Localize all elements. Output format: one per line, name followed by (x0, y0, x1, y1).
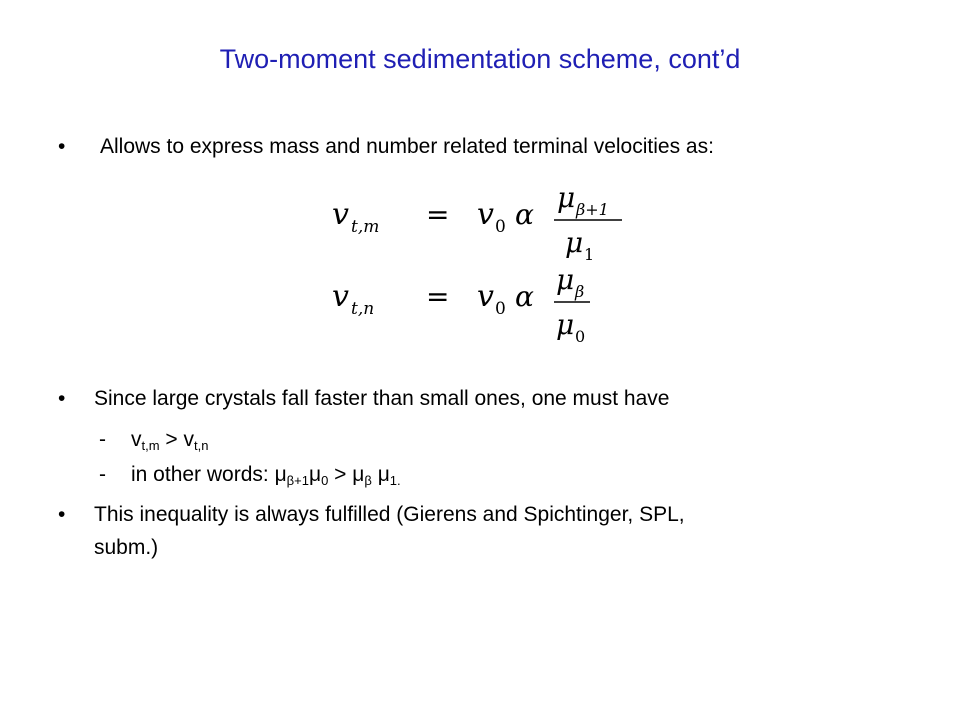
eq2-equals: = (426, 280, 450, 313)
eq2-v0-sub: 0 (495, 299, 506, 319)
eq1-v0: v (477, 197, 494, 232)
eq1-numerator: μ (557, 181, 576, 214)
slide-title: Two-moment sedimentation scheme, cont’d (219, 44, 741, 74)
eq1-v0-sub: 0 (495, 217, 506, 237)
bullet-marker: • (58, 135, 66, 158)
vtm-var: v (131, 428, 142, 451)
eq1-lhs-var: v (332, 197, 349, 232)
mu-1: μ (371, 463, 390, 486)
inequality-bullet-cont (94, 536, 158, 560)
equation-number-velocity (332, 263, 590, 346)
eq1-denominator: μ (565, 226, 584, 259)
equation-canvas (320, 180, 640, 360)
eq1-equals: = (426, 198, 450, 231)
dash-marker: - (99, 463, 106, 486)
eq1-denominator-sub: 1 (584, 245, 595, 264)
gt-vtn: > v (159, 428, 194, 451)
eq2-v0: v (477, 279, 494, 314)
eq2-numerator: μ (556, 263, 575, 296)
bullet-marker: • (58, 503, 66, 526)
eq1-lhs-sub: t,m (351, 217, 380, 237)
prefix-text: in other words: μ (131, 463, 287, 486)
mu-0: μ (308, 463, 322, 486)
dash-marker: - (99, 428, 106, 451)
equation-mass-velocity (332, 181, 622, 264)
mu-beta-sub: β (364, 473, 372, 488)
bullet-marker: • (58, 387, 66, 410)
intro-text: Allows to express mass and number related terminal velocities as: (100, 135, 714, 158)
inequality-text-line1: This inequality is always fulfilled (Gierens and Spichtinger, SPL, (94, 503, 685, 526)
vtm-sub: t,m (141, 438, 160, 453)
velocity-equations (320, 180, 640, 360)
crystals-text: Since large crystals fall faster than small ones, one must have (94, 387, 670, 410)
eq2-denominator: μ (556, 308, 575, 341)
mu-beta-plus-1-sub: β+1 (286, 473, 309, 488)
eq2-alpha: α (515, 280, 534, 313)
eq2-numerator-sub: β (575, 282, 585, 301)
eq2-denominator-sub: 0 (575, 327, 586, 346)
vtn-sub: t,n (194, 438, 209, 453)
mu-0-sub: 0 (321, 473, 329, 488)
sub-item-text (131, 428, 208, 452)
inequality-text-line2: subm.) (94, 536, 159, 559)
eq2-lhs-var: v (332, 279, 349, 314)
mu-1-sub: 1. (389, 473, 401, 488)
sub-item-text (131, 463, 401, 487)
eq1-numerator-sub: β+1 (576, 200, 609, 219)
eq2-lhs-sub: t,n (351, 299, 375, 319)
eq1-alpha: α (515, 198, 534, 231)
gt-mu: > μ (328, 463, 365, 486)
